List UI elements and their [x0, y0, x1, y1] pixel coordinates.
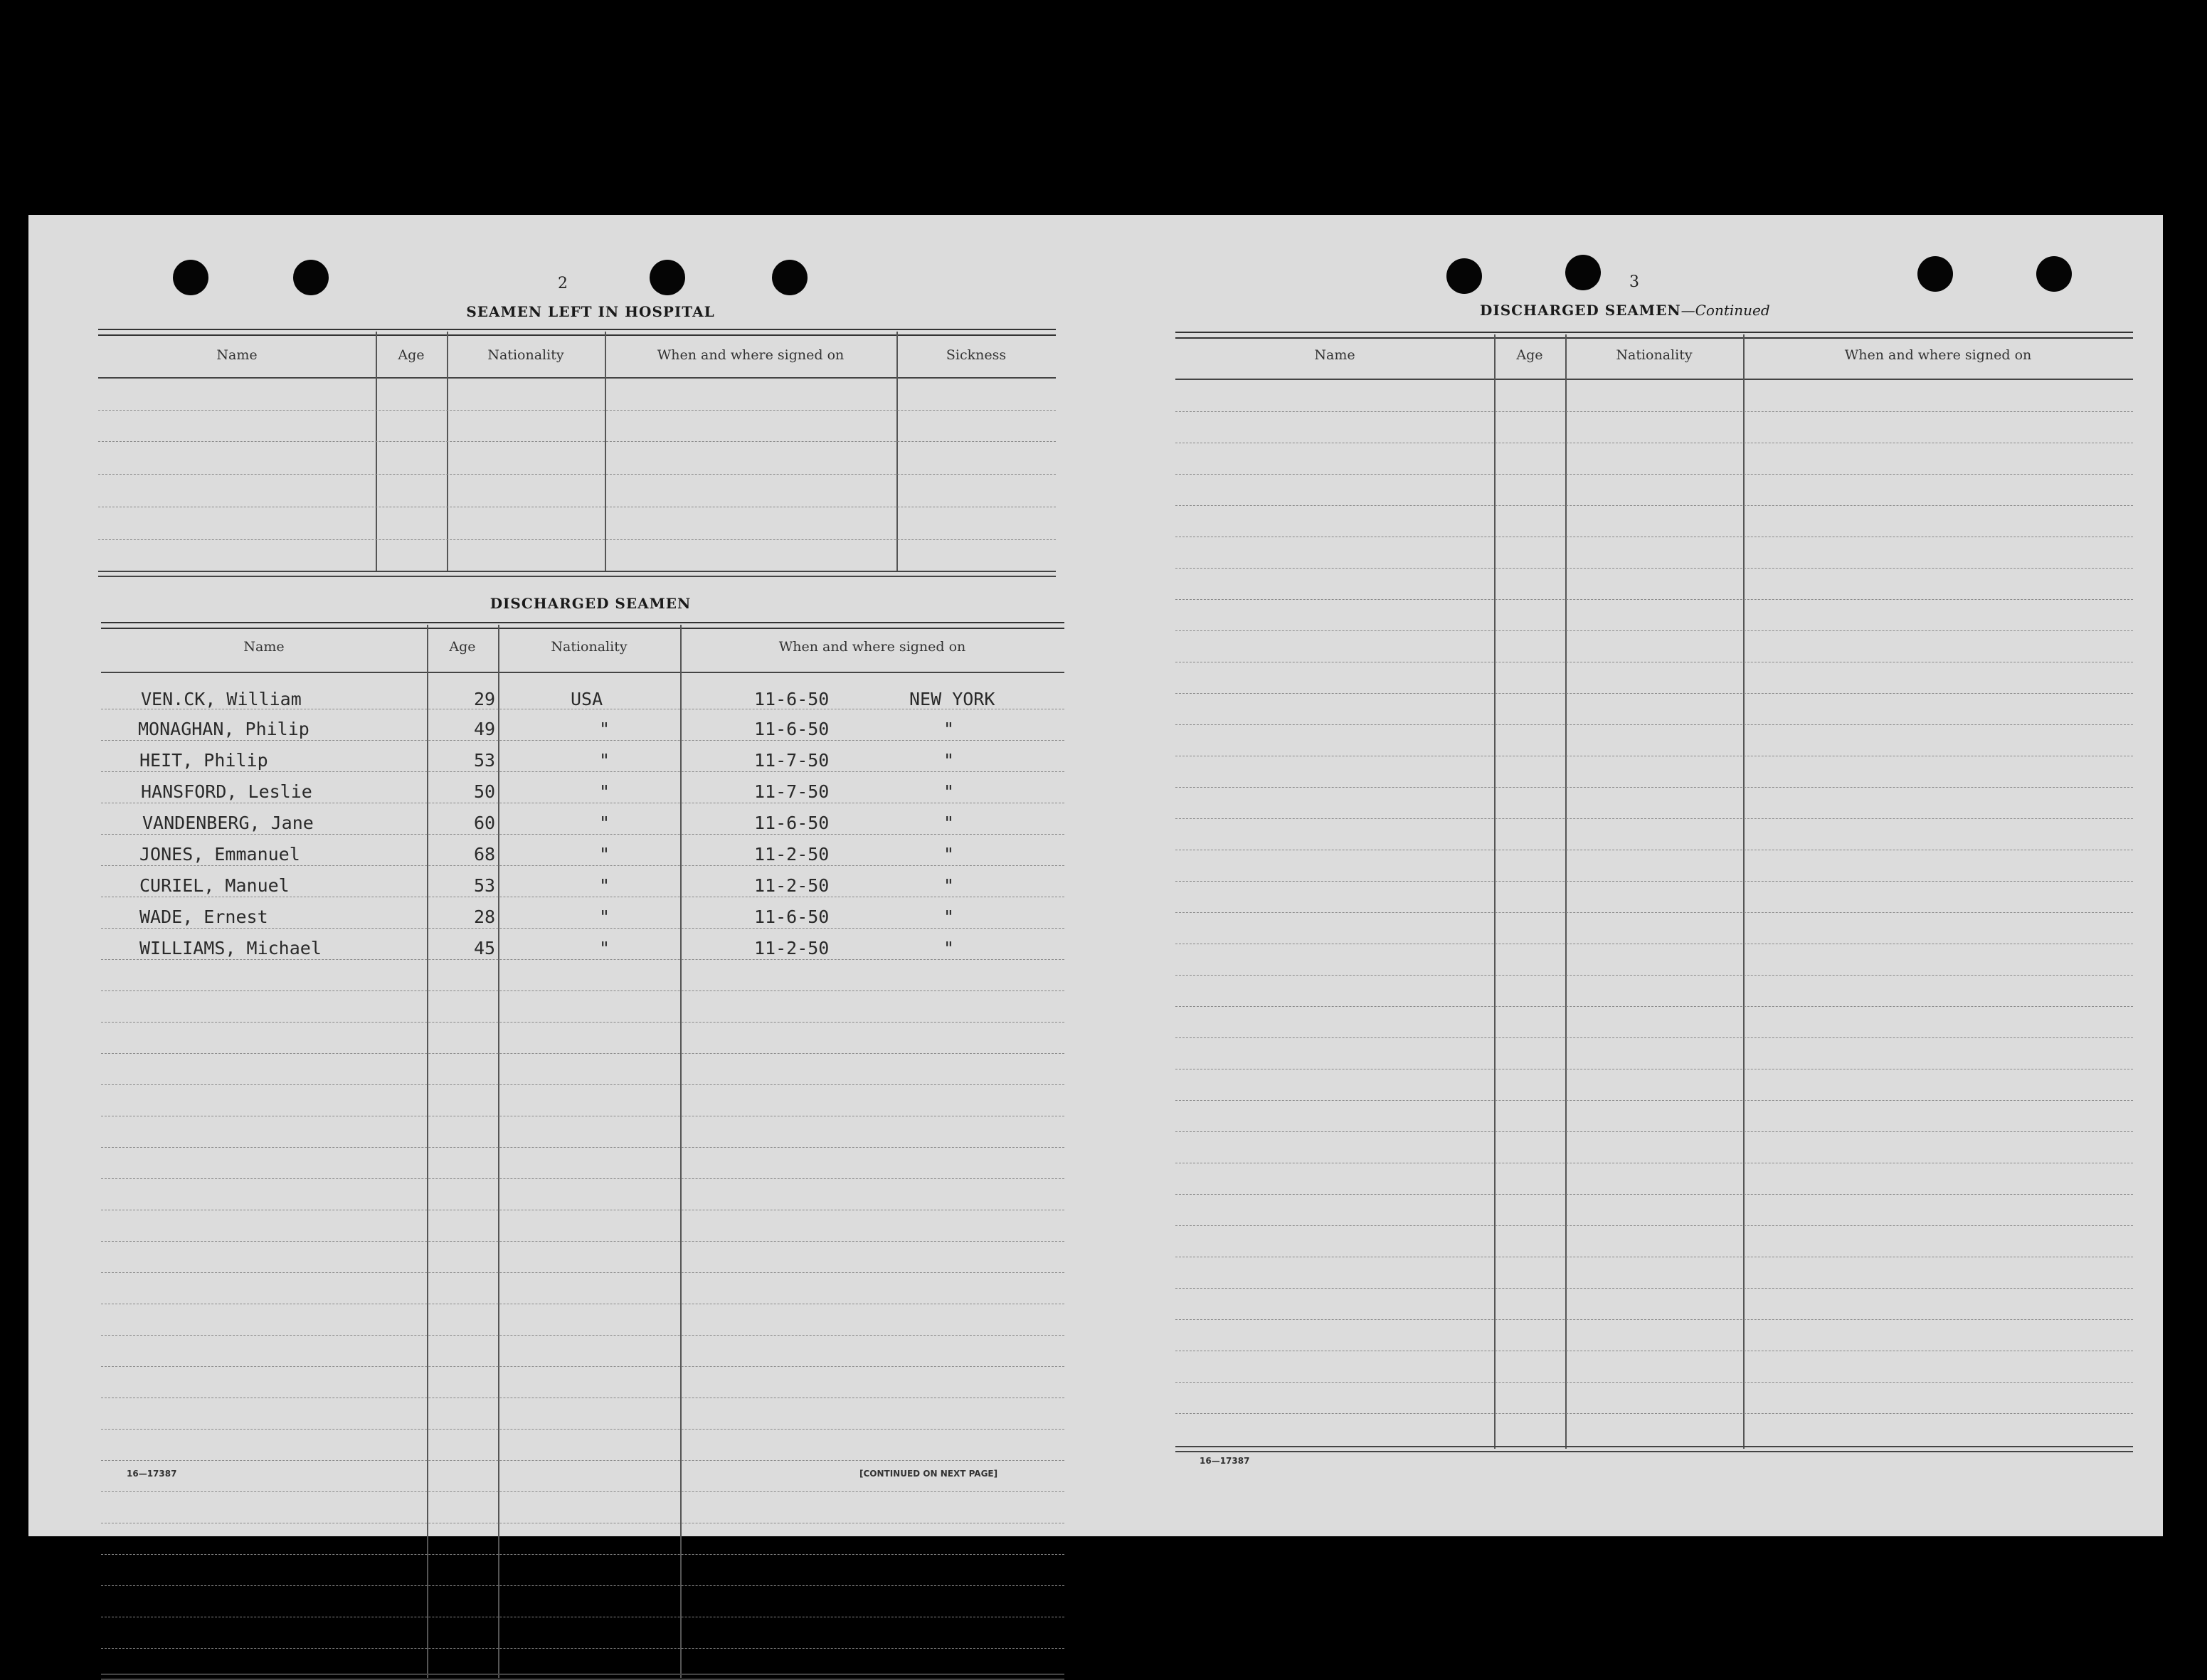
- seaman-nationality: ": [599, 813, 610, 833]
- seaman-nationality: ": [599, 938, 610, 958]
- seaman-name: VANDENBERG, Jane: [142, 813, 314, 833]
- seaman-signed-date: 11-7-50: [754, 781, 830, 802]
- seaman-name: JONES, Emmanuel: [139, 844, 300, 865]
- seaman-signed-place: ": [943, 781, 955, 802]
- seaman-signed-date: 11-6-50: [754, 813, 830, 833]
- discharged-col-name: Name: [243, 639, 285, 655]
- seaman-nationality: ": [599, 907, 610, 927]
- seaman-age: 29: [474, 689, 496, 709]
- seaman-name: MONAGHAN, Philip: [138, 719, 309, 739]
- discharged-continued-title-main: DISCHARGED SEAMEN: [1480, 302, 1681, 319]
- hospital-col-name: Name: [216, 347, 258, 363]
- seaman-signed-date: 11-7-50: [754, 750, 830, 771]
- punch-hole: [1917, 256, 1953, 292]
- seaman-signed-place: ": [943, 813, 955, 833]
- hospital-col-nationality: Nationality: [487, 347, 564, 363]
- seaman-age: 68: [474, 844, 496, 865]
- discharged-continued-title-suffix: —Continued: [1681, 302, 1770, 319]
- hospital-col-sickness: Sickness: [946, 347, 1007, 363]
- seaman-nationality: ": [599, 750, 610, 771]
- seaman-nationality: ": [599, 781, 610, 802]
- continued-col-signed-on: When and where signed on: [1844, 347, 2032, 363]
- hospital-table: [98, 329, 1056, 578]
- continued-col-name: Name: [1314, 347, 1355, 363]
- continued-note: [CONTINUED ON NEXT PAGE]: [859, 1469, 998, 1479]
- discharged-continued-title: [1480, 302, 1770, 319]
- seaman-age: 49: [474, 719, 496, 739]
- hospital-title: SEAMEN LEFT IN HOSPITAL: [466, 303, 715, 320]
- seaman-signed-place: ": [943, 938, 955, 958]
- seaman-age: 45: [474, 938, 496, 958]
- seaman-name: HANSFORD, Leslie: [141, 781, 312, 802]
- continued-col-age: Age: [1516, 347, 1543, 363]
- seaman-signed-date: 11-2-50: [754, 875, 830, 896]
- seaman-signed-place: ": [943, 750, 955, 771]
- page-number-right: 3: [1629, 273, 1639, 291]
- hospital-col-age: Age: [398, 347, 425, 363]
- seaman-signed-place: ": [943, 719, 955, 739]
- page-number-left: 2: [558, 275, 568, 292]
- seaman-name: VEN.CK, William: [141, 689, 302, 709]
- punch-hole: [772, 260, 808, 295]
- seaman-name: HEIT, Philip: [139, 750, 268, 771]
- seaman-age: 60: [474, 813, 496, 833]
- seaman-signed-date: 11-6-50: [754, 689, 830, 709]
- discharged-table: [101, 622, 1064, 1679]
- seaman-age: 53: [474, 750, 496, 771]
- discharged-col-nationality: Nationality: [551, 639, 628, 655]
- punch-hole: [650, 260, 685, 295]
- punch-hole: [2036, 256, 2072, 292]
- punch-hole: [1446, 258, 1482, 294]
- seaman-age: 28: [474, 907, 496, 927]
- seaman-signed-date: 11-2-50: [754, 844, 830, 865]
- seaman-signed-date: 11-6-50: [754, 719, 830, 739]
- seaman-nationality: ": [599, 875, 610, 896]
- seaman-name: WADE, Ernest: [139, 907, 268, 927]
- document-sheet: [28, 215, 2163, 1536]
- seaman-signed-place: ": [943, 844, 955, 865]
- seaman-age: 50: [474, 781, 496, 802]
- seaman-nationality: ": [599, 844, 610, 865]
- seaman-signed-date: 11-6-50: [754, 907, 830, 927]
- seaman-age: 53: [474, 875, 496, 896]
- seaman-nationality: USA: [571, 689, 603, 709]
- punch-hole: [1565, 255, 1601, 290]
- punch-hole: [293, 260, 329, 295]
- seaman-name: CURIEL, Manuel: [139, 875, 290, 896]
- seaman-nationality: ": [599, 719, 610, 739]
- continued-col-nationality: Nationality: [1616, 347, 1693, 363]
- discharged-col-signed-on: When and where signed on: [778, 639, 966, 655]
- form-number-left: 16—17387: [127, 1469, 177, 1479]
- seaman-signed-place: ": [943, 875, 955, 896]
- seaman-signed-place: NEW YORK: [909, 689, 995, 709]
- hospital-col-signed-on: When and where signed on: [657, 347, 845, 363]
- discharged-title: DISCHARGED SEAMEN: [489, 595, 692, 612]
- punch-hole: [173, 260, 208, 295]
- discharged-continued-table: [1175, 332, 2133, 1452]
- seaman-signed-place: ": [943, 907, 955, 927]
- form-number-right: 16—17387: [1200, 1456, 1250, 1466]
- seaman-signed-date: 11-2-50: [754, 938, 830, 958]
- seaman-name: WILLIAMS, Michael: [139, 938, 322, 958]
- discharged-col-age: Age: [449, 639, 476, 655]
